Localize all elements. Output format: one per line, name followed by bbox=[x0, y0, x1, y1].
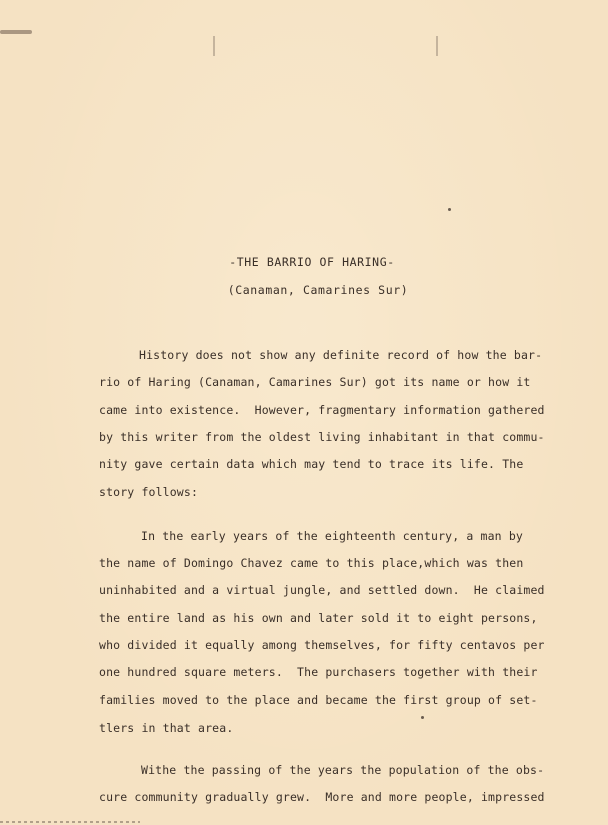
document-title: -THE BARRIO OF HARING- bbox=[229, 255, 395, 269]
document-subtitle: (Canaman, Camarines Sur) bbox=[227, 283, 409, 297]
paragraph-3-line-1: Withe the passing of the years the population of the obs- bbox=[141, 763, 545, 777]
paragraph-1-line-4: by this writer from the oldest living inhabitant in that commu- bbox=[99, 430, 545, 444]
paragraph-2-line-8: tlers in that area. bbox=[99, 721, 234, 735]
hole-punch-mark-left bbox=[213, 36, 215, 56]
ink-speck bbox=[421, 716, 424, 719]
ink-speck bbox=[448, 208, 451, 211]
paragraph-3-line-2: cure community gradually grew. More and more people, impressed bbox=[99, 790, 545, 804]
paragraph-2-line-7: families moved to the place and became the first group of set- bbox=[99, 693, 538, 707]
paragraph-1-line-6: story follows: bbox=[99, 485, 199, 499]
edge-mark bbox=[0, 30, 32, 34]
paragraph-2-line-4: the entire land as his own and later sold it to eight persons, bbox=[99, 611, 538, 625]
paragraph-1-line-2: rio of Haring (Canaman, Camarines Sur) got its name or how it bbox=[99, 375, 531, 389]
paragraph-2-line-2: the name of Domingo Chavez came to this place,which was then bbox=[99, 556, 524, 570]
paragraph-2-line-6: one hundred square meters. The purchasers together with their bbox=[99, 665, 538, 679]
bottom-edge-mark bbox=[0, 821, 140, 823]
paragraph-2-line-1: In the early years of the eighteenth century, a man by bbox=[141, 529, 523, 543]
paragraph-2-line-3: uninhabited and a virtual jungle, and settled down. He claimed bbox=[99, 583, 545, 597]
paragraph-1-line-1: History does not show any definite record of how the bar- bbox=[139, 348, 543, 362]
paragraph-2-line-5: who divided it equally among themselves, for fifty centavos per bbox=[99, 638, 545, 652]
paragraph-1-line-5: nity gave certain data which may tend to trace its life. The bbox=[99, 457, 524, 471]
paragraph-1-line-3: came into existence. However, fragmentary information gathered bbox=[99, 403, 545, 417]
hole-punch-mark-right bbox=[436, 36, 438, 56]
